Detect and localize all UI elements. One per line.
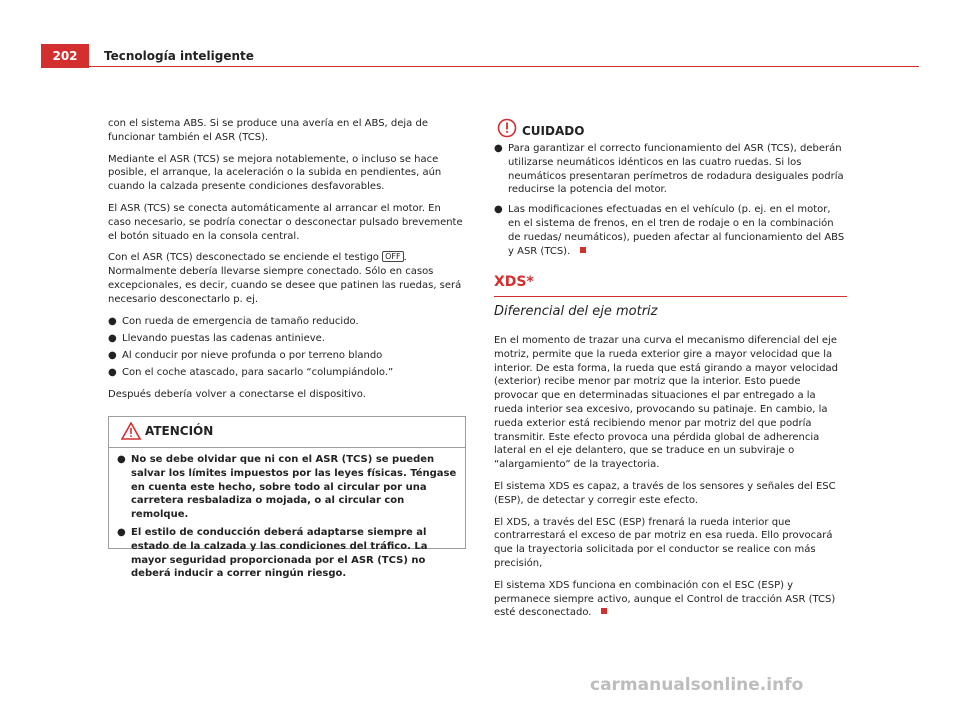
page-number: 202 — [41, 44, 89, 68]
section-title: XDS* — [494, 274, 534, 290]
list-item: ● Llevando puestas las cadenas antinieve. — [108, 332, 325, 344]
section-subtitle: Diferencial del eje motriz — [494, 304, 658, 319]
header-rule — [89, 66, 919, 67]
warning-item: ● El estilo de conducción deberá adaptarse siempre al estado de la calzada y las condiciones del tráfico. La mayor seguridad proporcionada por el ASR (TCS) no deberá inducir a correr ningún riesgo. — [117, 526, 428, 580]
paragraph: El sistema XDS funciona en combinación con el ESC (ESP) y permanece siempre activo, aunque el Control de tracción ASR (TCS) esté desconectado. — [494, 579, 836, 619]
caution-item: ● Las modificaciones efectuadas en el vehículo (p. ej. en el motor, en el sistema de frenos, en el tren de rodaje o en la combinación de ruedas/ neumáticos), pueden afectar al funcionamiento del ABS y ASR (TCS). — [494, 204, 845, 257]
caution-title: CUIDADO — [522, 124, 585, 138]
left-column — [108, 117, 463, 410]
page-header — [0, 44, 960, 68]
caution-exclamation-icon — [497, 118, 517, 138]
paragraph: Mediante el ASR (TCS) se mejora notablemente, o incluso se hace posible, el arranque, la aceleración o la subida en pendientes, aún cuando la calzada presente condiciones desfavorables. — [108, 153, 442, 193]
paragraph: El XDS, a través del ESC (ESP) frenará la rueda interior que contrarrestará el exceso de par motriz en esa rueda. Ello provocará que la trayectoria solicitada por el conductor se realice con más precisión, — [494, 516, 833, 569]
paragraph: El sistema XDS es capaz, a través de los sensores y señales del ESC (ESP), de detectar y corregir este efecto. — [494, 480, 836, 506]
section-end-marker — [580, 247, 586, 253]
asr-off-indicator-icon: OFF — [382, 251, 404, 262]
section-rule — [494, 296, 847, 297]
paragraph-text: . Normalmente debería llevarse siempre conectado. Sólo en casos excepcionales, es decir, cuando se desee que patinen las ruedas, será necesario desconectarlo p. ej. — [108, 252, 462, 305]
list-item: ● Con el coche atascado, para sacarlo “columpiándolo.” — [108, 367, 394, 379]
paragraph: En el momento de trazar una curva el mecanismo diferencial del eje motriz, permite que la rueda exterior gire a mayor velocidad que la interior. De esta forma, la rueda que está girando a mayor velocidad (exterior) recibe menor par motriz que la interior. Esto puede provocar que en determinadas situaciones el par entregado a la rueda interior sea excesivo, provocando su patinaje. En cambio, la rueda exterior está recibiendo menor par motriz del que podría transmitir. Este efecto provoca una pérdida global de adherencia lateral en el eje delantero, que se traduce en un subviraje o “alargamiento” de la trayectoria. — [494, 335, 839, 471]
xds-body — [494, 334, 846, 628]
paragraph: con el sistema ABS. Si se produce una avería en el ABS, deja de funcionar también el ASR (TCS). — [108, 118, 428, 143]
warning-triangle-icon — [121, 422, 141, 440]
xds-section-header — [494, 274, 847, 297]
list-item: ● Al conducir por nieve profunda o por terreno blando — [108, 350, 383, 362]
paragraph: Después debería volver a conectarse el dispositivo. — [108, 389, 366, 401]
section-end-marker — [601, 608, 607, 614]
bullet-list — [108, 315, 463, 381]
caution-item: ● Para garantizar el correcto funcionamiento del ASR (TCS), deberán utilizarse neumáticos idénticos en las cuatro ruedas. Si los neumáticos presentaran perímetros de rodadura desiguales podría reducirse la potencia del motor. — [494, 143, 844, 196]
warning-box — [108, 416, 466, 580]
caution-section — [494, 118, 846, 258]
paragraph — [108, 251, 463, 306]
warning-title: ATENCIÓN — [145, 424, 214, 438]
page-title: Tecnología inteligente — [104, 49, 254, 63]
paragraph-text: Con el ASR (TCS) desconectado se enciende el testigo — [108, 252, 379, 264]
list-item: ● Con rueda de emergencia de tamaño reducido. — [108, 315, 359, 327]
paragraph: El ASR (TCS) se conecta automáticamente al arrancar el motor. En caso necesario, se podría conectar o desconectar pulsado brevemente el botón situado en la consola central. — [108, 202, 463, 242]
warning-item: ● No se debe olvidar que ni con el ASR (TCS) se pueden salvar los límites impuestos por las leyes físicas. Téngase en cuenta este hecho, sobre todo al circular por una carretera resbaladiza o mojada, o al circular con remolque. — [117, 454, 457, 521]
watermark: carmanualsonline.info — [590, 675, 804, 695]
